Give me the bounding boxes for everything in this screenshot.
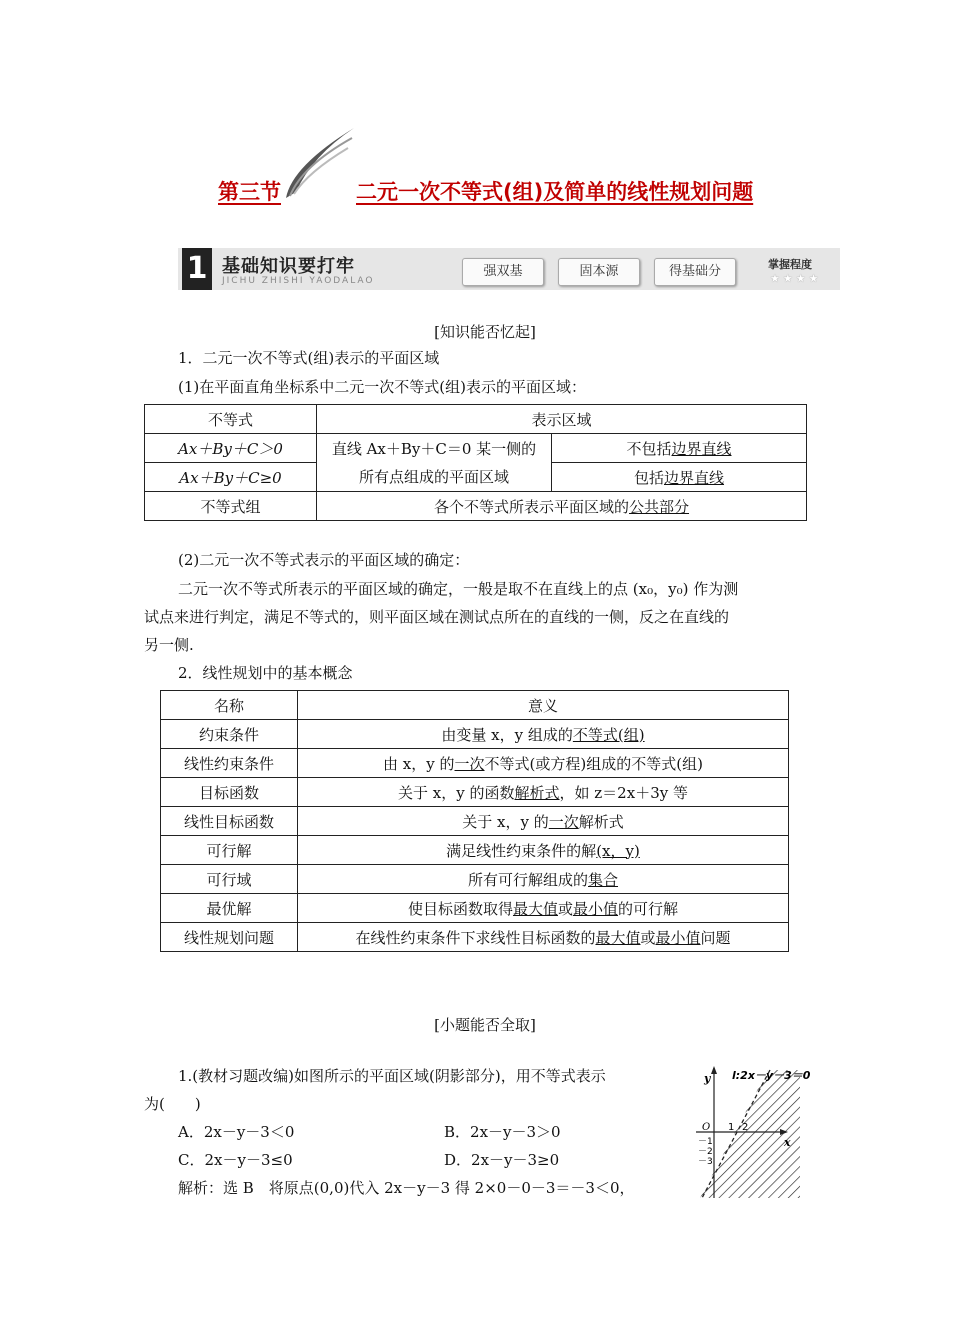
concept-meaning bbox=[298, 923, 789, 952]
banner-subtitle: JICHU ZHISHI YAODALAO bbox=[222, 276, 375, 286]
origin-label: O bbox=[702, 1122, 711, 1133]
region-desc-line2: 所有点组成的平面区域 bbox=[358, 467, 509, 486]
cell-region-desc bbox=[317, 434, 552, 492]
cell-exclude-boundary bbox=[552, 434, 807, 463]
m-pre: 所有可行解组成的 bbox=[467, 870, 588, 889]
m-post: 问题 bbox=[700, 928, 731, 947]
section-heading-quiz: [小题能否全取] bbox=[434, 1016, 536, 1034]
concept-name: 线性目标函数 bbox=[161, 807, 298, 836]
cell-ineq-strict: Ax＋By＋C＞0 bbox=[145, 434, 317, 463]
exclude-pre: 不包括 bbox=[626, 439, 672, 458]
y-label: y bbox=[704, 1072, 711, 1085]
concept-name: 约束条件 bbox=[161, 720, 298, 749]
section-heading-knowledge: [知识能否忆起] bbox=[434, 323, 536, 341]
common-pre: 各个不等式所表示平面区域的 bbox=[433, 497, 629, 516]
exclude-boundary: 边界直线 bbox=[671, 439, 732, 458]
question-1-line-2: 为( ) bbox=[144, 1095, 201, 1113]
option-d: D．2x－y－3≥0 bbox=[444, 1151, 560, 1169]
item-2-heading: 2．线性规划中的基本概念 bbox=[178, 664, 353, 682]
solution-text: 解析：选 B 将原点(0,0)代入 2x－y－3 得 2×0－0－3＝－3＜0， bbox=[178, 1179, 635, 1197]
tick-1: 1 bbox=[728, 1122, 735, 1133]
cell-common-part bbox=[317, 492, 807, 521]
m-mid: 或 bbox=[640, 928, 656, 947]
th-region: 表示区域 bbox=[317, 405, 807, 434]
cell-ineq-nonstrict: Ax＋By＋C≥0 bbox=[145, 463, 317, 492]
y-arrow-icon bbox=[711, 1066, 717, 1074]
m-post: ，如 z＝2x＋3y 等 bbox=[559, 783, 688, 802]
th-meaning: 意义 bbox=[298, 691, 789, 720]
concept-meaning bbox=[298, 836, 789, 865]
decorative-swoosh bbox=[282, 126, 358, 200]
m-pre: 满足线性约束条件的解 bbox=[446, 841, 597, 860]
m-key: (x，y) bbox=[596, 841, 640, 860]
m-key: 解析式 bbox=[514, 783, 560, 802]
m-key: 最大值 bbox=[595, 928, 641, 947]
m-key: 一次 bbox=[454, 754, 485, 773]
m-post: 不等式(或方程)组成的不等式(组) bbox=[484, 754, 703, 773]
x-label: x bbox=[784, 1136, 791, 1149]
concept-meaning bbox=[298, 865, 789, 894]
mastery-label: 掌握程度 bbox=[768, 258, 812, 271]
banner-tag-1: 强双基 bbox=[462, 258, 544, 286]
concept-name: 线性约束条件 bbox=[161, 749, 298, 778]
option-c: C．2x－y－3≤0 bbox=[178, 1151, 293, 1169]
tick-neg-3: －3 bbox=[698, 1157, 713, 1167]
m-key: 集合 bbox=[588, 870, 619, 889]
th-name: 名称 bbox=[161, 691, 298, 720]
paragraph-line-3: 另一侧. bbox=[144, 636, 194, 654]
tick-2: 2 bbox=[742, 1122, 749, 1133]
banner-number: 1 bbox=[182, 248, 212, 290]
m-pre: 由变量 x，y 组成的 bbox=[441, 725, 573, 744]
m-pre: 在线性约束条件下求线性目标函数的 bbox=[355, 928, 596, 947]
cell-include-boundary bbox=[552, 463, 807, 492]
m-post: 的可行解 bbox=[618, 899, 679, 918]
concept-meaning bbox=[298, 720, 789, 749]
star-icons: ★★★★ bbox=[770, 272, 822, 285]
m-pre: 关于 x，y 的 bbox=[462, 812, 549, 831]
question-1-line-1: 1.(教材习题改编)如图所示的平面区域(阴影部分)，用不等式表示 bbox=[178, 1067, 606, 1085]
concept-table bbox=[160, 690, 789, 952]
item-1-2: (2)二元一次不等式表示的平面区域的确定： bbox=[178, 551, 470, 569]
line-label: l:2x－y－3＝0 bbox=[732, 1069, 811, 1082]
banner-tag-2: 固本源 bbox=[558, 258, 640, 286]
page-title: 二元一次不等式(组)及简单的线性规划问题 bbox=[356, 180, 754, 204]
m-key2: 最小值 bbox=[573, 899, 619, 918]
concept-name: 可行域 bbox=[161, 865, 298, 894]
m-post: 解析式 bbox=[578, 812, 624, 831]
m-pre: 关于 x，y 的函数 bbox=[398, 783, 515, 802]
banner-title: 基础知识要打牢 bbox=[222, 256, 355, 277]
banner-tag-3: 得基础分 bbox=[654, 258, 736, 286]
concept-meaning bbox=[298, 749, 789, 778]
include-boundary: 边界直线 bbox=[664, 468, 725, 487]
m-mid: 或 bbox=[557, 899, 573, 918]
item-1-heading: 1．二元一次不等式(组)表示的平面区域 bbox=[178, 349, 440, 367]
region-table bbox=[144, 404, 807, 521]
m-pre: 使目标函数取得 bbox=[407, 899, 513, 918]
region-desc-line1: 直线 Ax＋By＋C＝0 某一侧的 bbox=[331, 439, 537, 458]
tick-neg-1: －1 bbox=[698, 1137, 713, 1147]
m-pre: 由 x，y 的 bbox=[383, 754, 455, 773]
paragraph-line-1: 二元一次不等式所表示的平面区域的确定，一般是取不在直线上的点 (x₀，y₀) 作为测 bbox=[178, 580, 739, 598]
m-key: 一次 bbox=[548, 812, 579, 831]
concept-name: 可行解 bbox=[161, 836, 298, 865]
concept-meaning bbox=[298, 807, 789, 836]
option-a: A．2x－y－3＜0 bbox=[178, 1123, 295, 1141]
common-part: 公共部分 bbox=[629, 497, 690, 516]
option-b: B．2x－y－3＞0 bbox=[444, 1123, 561, 1141]
region-figure bbox=[694, 1064, 811, 1198]
m-key: 不等式(组) bbox=[572, 725, 645, 744]
tick-neg-2: －2 bbox=[698, 1147, 713, 1157]
shaded-region bbox=[700, 1070, 800, 1198]
item-1-1: (1)在平面直角坐标系中二元一次不等式(组)表示的平面区域： bbox=[178, 378, 586, 396]
concept-meaning bbox=[298, 894, 789, 923]
cell-ineq-system: 不等式组 bbox=[145, 492, 317, 521]
m-key2: 最小值 bbox=[655, 928, 701, 947]
paragraph-line-2: 试点来进行判定，满足不等式的，则平面区域在测试点所在的直线的一侧，反之在直线的 bbox=[144, 608, 730, 626]
m-key: 最大值 bbox=[512, 899, 558, 918]
section-number: 第三节 bbox=[218, 180, 281, 204]
concept-name: 线性规划问题 bbox=[161, 923, 298, 952]
concept-name: 最优解 bbox=[161, 894, 298, 923]
concept-meaning bbox=[298, 778, 789, 807]
th-inequality: 不等式 bbox=[145, 405, 317, 434]
include-pre: 包括 bbox=[633, 468, 664, 487]
concept-name: 目标函数 bbox=[161, 778, 298, 807]
